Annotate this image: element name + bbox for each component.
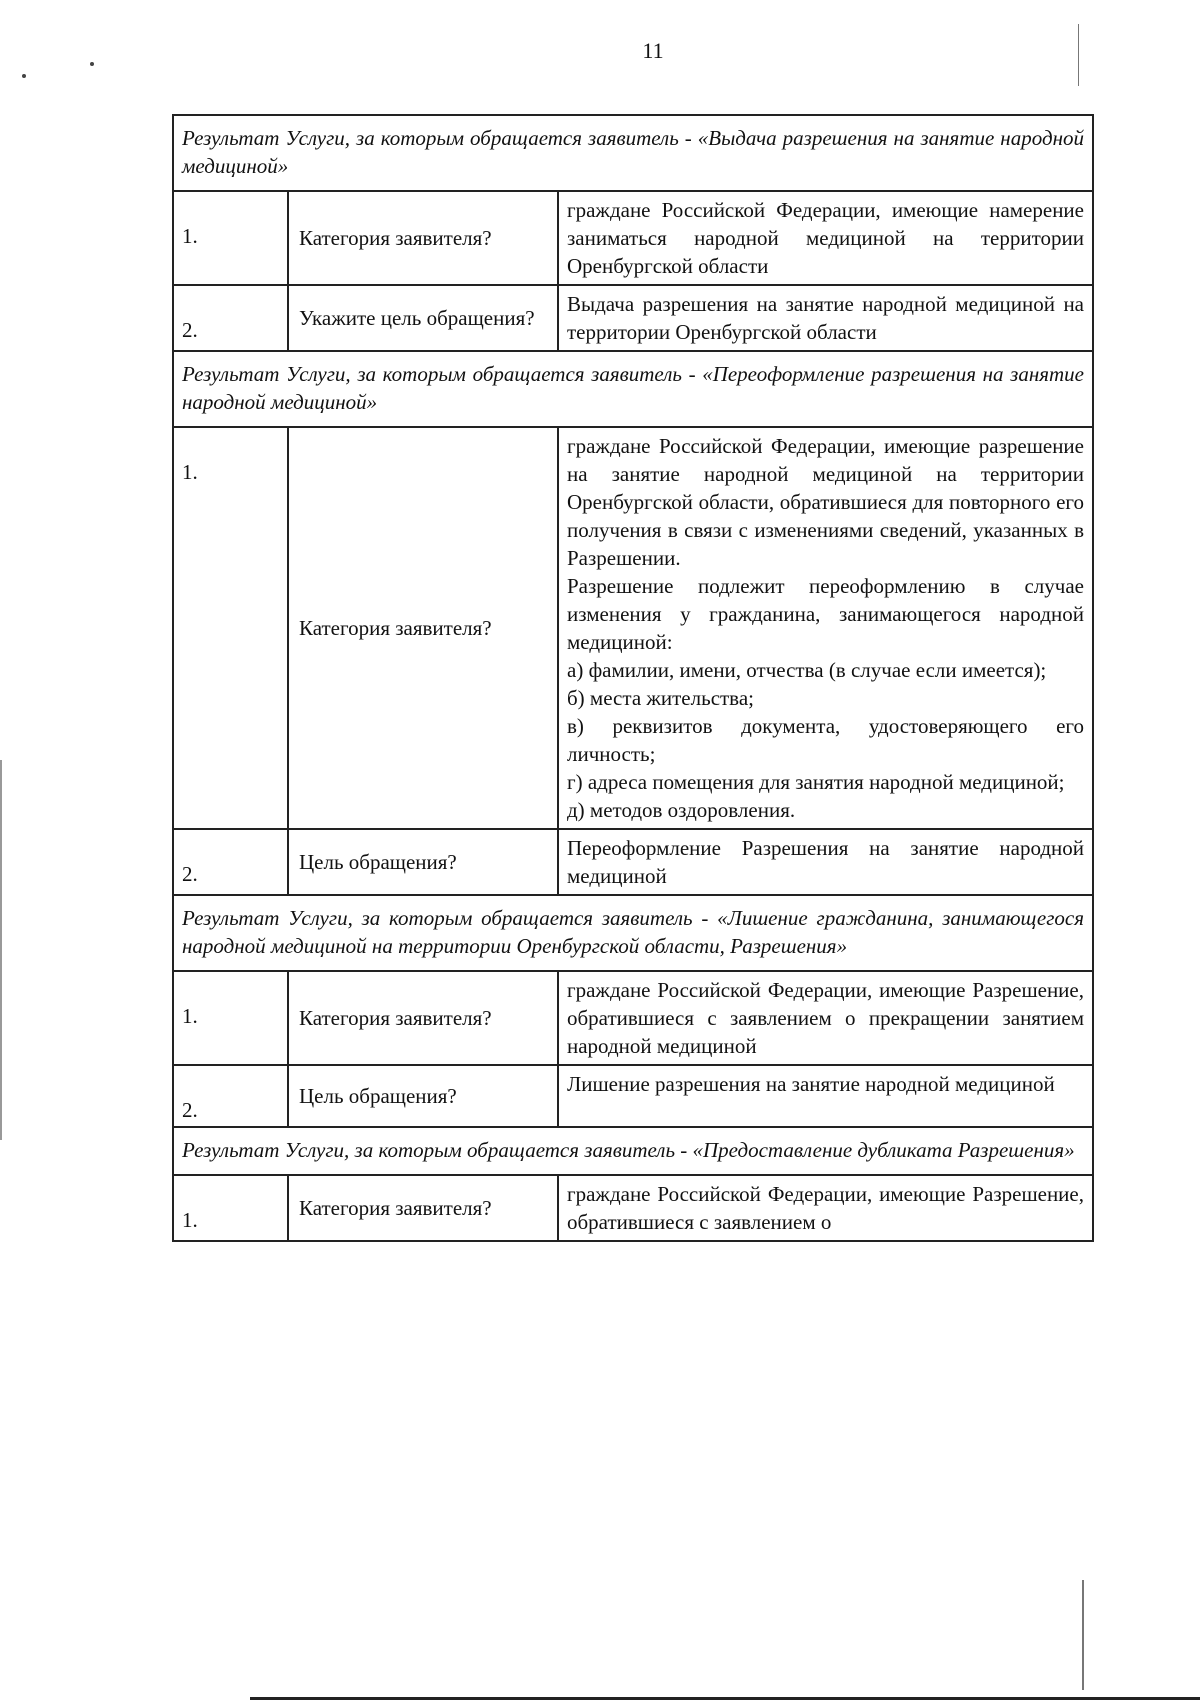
row-answer (558, 829, 1093, 895)
table-row (173, 427, 1093, 829)
row-question: Категория заявителя? (288, 1175, 558, 1241)
section-header-row (173, 351, 1093, 427)
row-question: Укажите цель обращения? (288, 285, 558, 351)
table-row (173, 971, 1093, 1065)
row-number: 1. (173, 971, 288, 1065)
answer-paragraph: в) реквизитов документа, удостоверяющего его личность; (567, 714, 1084, 766)
page-number: 11 (642, 38, 664, 63)
row-number: 1. (173, 427, 288, 829)
section-header: Результат Услуги, за которым обращается заявитель - «Переоформление разрешения на занятие народной медициной» (173, 351, 1093, 427)
answer-paragraph: а) фамилии, имени, отчества (в случае если имеется); (567, 658, 1047, 682)
answer-paragraph: б) места жительства; (567, 686, 754, 710)
section-header: Результат Услуги, за которым обращается заявитель - «Лишение гражданина, занимающегося народной медициной на территории Оренбургской области, Разрешения» (173, 895, 1093, 971)
row-answer (558, 427, 1093, 829)
row-question: Категория заявителя? (288, 191, 558, 285)
answer-paragraph: г) адреса помещения для занятия народной медициной; (567, 770, 1065, 794)
section-header-row (173, 895, 1093, 971)
table-row (173, 829, 1093, 895)
answer-paragraph: Разрешение подлежит переоформлению в случае изменения у гражданина, занимающегося народной медициной: (567, 574, 1084, 654)
row-question: Категория заявителя? (288, 427, 558, 829)
scan-edge-line (0, 760, 2, 1140)
row-number: 2. (173, 829, 288, 895)
row-answer (558, 191, 1093, 285)
answer-paragraph: граждане Российской Федерации, имеющие намерение заниматься народной медициной на территории Оренбургской области (567, 198, 1084, 278)
table-row (173, 1175, 1093, 1241)
table-row (173, 285, 1093, 351)
answer-paragraph: граждане Российской Федерации, имеющие Разрешение, обратившиеся с заявлением о прекращении занятием народной медициной (567, 978, 1084, 1058)
scan-speck (90, 62, 94, 66)
answer-paragraph: Выдача разрешения на занятие народной медициной на территории Оренбургской области (567, 292, 1084, 344)
answer-paragraph: д) методов оздоровления. (567, 798, 796, 822)
table-row (173, 1065, 1093, 1127)
row-number: 2. (173, 285, 288, 351)
row-answer (558, 1065, 1093, 1127)
row-number: 2. (173, 1065, 288, 1127)
row-answer (558, 1175, 1093, 1241)
services-table (172, 114, 1094, 1242)
scan-edge-line (1078, 24, 1079, 86)
scan-edge-line (1082, 1580, 1084, 1690)
table-row (173, 191, 1093, 285)
answer-paragraph: граждане Российской Федерации, имеющие разрешение на занятие народной медициной на территории Оренбургской области, обратившиеся для повторного его получения в связи с изменениями сведений, указанных в Разрешении. (567, 434, 1084, 570)
section-header: Результат Услуги, за которым обращается заявитель - «Предоставление дубликата Разрешения» (173, 1127, 1093, 1175)
row-number: 1. (173, 191, 288, 285)
answer-paragraph: Переоформление Разрешения на занятие народной медициной (567, 836, 1084, 888)
answer-paragraph: граждане Российской Федерации, имеющие Разрешение, обратившиеся с заявлением о (567, 1182, 1084, 1234)
row-answer (558, 285, 1093, 351)
section-header: Результат Услуги, за которым обращается заявитель - «Выдача разрешения на занятие народной медициной» (173, 115, 1093, 191)
scan-speck (22, 74, 26, 78)
row-question: Цель обращения? (288, 829, 558, 895)
row-question: Категория заявителя? (288, 971, 558, 1065)
section-header-row (173, 115, 1093, 191)
row-answer (558, 971, 1093, 1065)
answer-paragraph: Лишение разрешения на занятие народной медициной (567, 1072, 1055, 1096)
row-question: Цель обращения? (288, 1065, 558, 1127)
row-number: 1. (173, 1175, 288, 1241)
section-header-row (173, 1127, 1093, 1175)
scan-edge-line (250, 1697, 1200, 1700)
